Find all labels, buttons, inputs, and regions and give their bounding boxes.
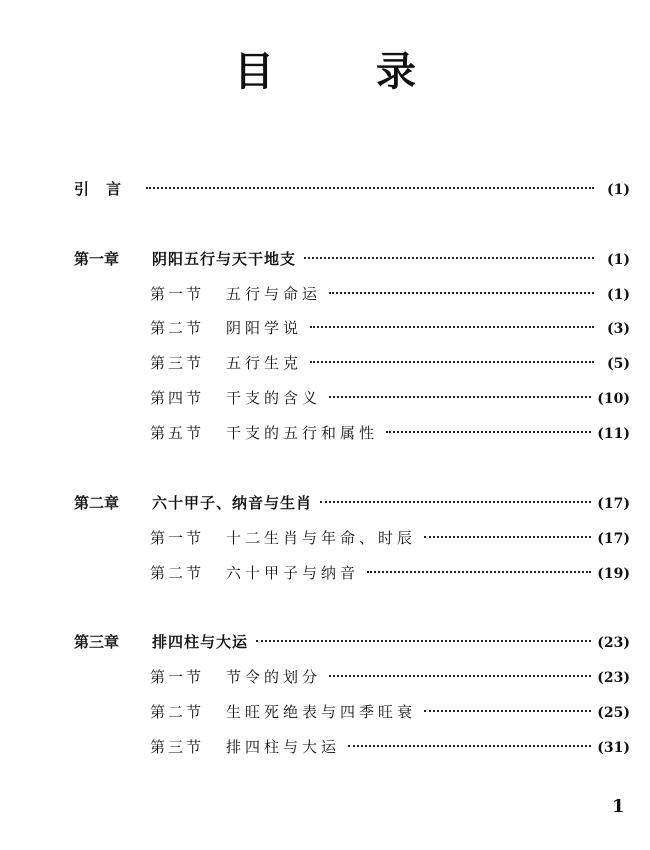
dot-leader	[320, 501, 591, 503]
toc-page-number: (25)	[597, 705, 630, 721]
toc-chapter-title: 阴阳五行与天干地支	[152, 250, 297, 268]
toc-section-number: 第一节	[150, 529, 205, 547]
toc-section-1-3[interactable]	[150, 351, 630, 375]
toc-page-number: (1)	[607, 252, 630, 268]
toc-section-title: 十二生肖与年命、时辰	[226, 529, 417, 547]
dot-leader	[329, 675, 591, 677]
toc-section-number: 第四节	[150, 389, 205, 407]
toc-chapter-title: 排四柱与大运	[152, 633, 249, 651]
toc-page-number: (5)	[607, 356, 630, 372]
toc-entry-title: 引言	[74, 180, 139, 198]
page-folio-number: 1	[612, 796, 625, 817]
toc-chapter-2[interactable]	[74, 491, 630, 515]
toc-page-number: (11)	[597, 426, 630, 442]
dot-leader	[367, 571, 591, 573]
toc-section-2-2[interactable]	[150, 561, 630, 585]
toc-section-number: 第二节	[150, 703, 205, 721]
toc-chapter-number: 第二章	[74, 494, 120, 512]
toc-page-number: (17)	[597, 496, 630, 512]
toc-chapter-1[interactable]	[74, 247, 630, 271]
toc-section-title: 排四柱与大运	[226, 738, 341, 756]
toc-section-1-5[interactable]	[150, 421, 630, 445]
toc-chapter-3[interactable]	[74, 630, 630, 654]
toc-section-title: 干支的五行和属性	[226, 424, 379, 442]
toc-section-number: 第三节	[150, 354, 205, 372]
toc-section-2-1[interactable]	[150, 526, 630, 550]
toc-section-title: 六十甲子与纳音	[226, 564, 360, 582]
dot-leader	[329, 396, 591, 398]
toc-page-number: (3)	[607, 321, 630, 337]
dot-leader	[310, 361, 594, 363]
toc-page-number: (23)	[597, 670, 630, 686]
toc-section-1-1[interactable]	[150, 282, 630, 306]
toc-section-title: 五行与命运	[226, 285, 322, 303]
dot-leader	[329, 292, 594, 294]
dot-leader	[304, 257, 594, 259]
toc-section-title: 生旺死绝表与四季旺衰	[226, 703, 417, 721]
dot-leader	[386, 431, 591, 433]
toc-section-number: 第三节	[150, 738, 205, 756]
toc-section-title: 阴阳学说	[226, 319, 303, 337]
toc-page-number: (23)	[597, 635, 630, 651]
toc-page-number: (10)	[597, 391, 630, 407]
toc-section-title: 五行生克	[226, 354, 303, 372]
toc-section-number: 第一节	[150, 668, 205, 686]
toc-page-number: (19)	[597, 566, 630, 582]
toc-chapter-number: 第一章	[74, 250, 120, 268]
toc-section-3-2[interactable]	[150, 700, 630, 724]
toc-section-number: 第一节	[150, 285, 205, 303]
toc-page-number: (31)	[597, 740, 630, 756]
toc-page-number: (17)	[597, 531, 630, 547]
toc-section-title: 节令的划分	[226, 668, 322, 686]
dot-leader	[310, 326, 594, 328]
dot-leader	[424, 536, 591, 538]
toc-section-3-3[interactable]	[150, 735, 630, 759]
toc-section-number: 第二节	[150, 564, 205, 582]
toc-page-number: (1)	[607, 182, 630, 198]
page-title: 目 录	[234, 49, 460, 95]
toc-section-3-1[interactable]	[150, 665, 630, 689]
toc-chapter-number: 第三章	[74, 633, 120, 651]
dot-leader	[424, 710, 591, 712]
toc-section-1-4[interactable]	[150, 386, 630, 410]
toc-page-number: (1)	[607, 287, 630, 303]
toc-section-title: 干支的含义	[226, 389, 322, 407]
dot-leader	[146, 187, 594, 189]
toc-entry-intro[interactable]	[74, 177, 630, 201]
toc-section-number: 第二节	[150, 319, 205, 337]
dot-leader	[256, 640, 591, 642]
toc-section-number: 第五节	[150, 424, 205, 442]
toc-chapter-title: 六十甲子、纳音与生肖	[152, 494, 313, 512]
dot-leader	[348, 745, 591, 747]
toc-section-1-2[interactable]	[150, 316, 630, 340]
